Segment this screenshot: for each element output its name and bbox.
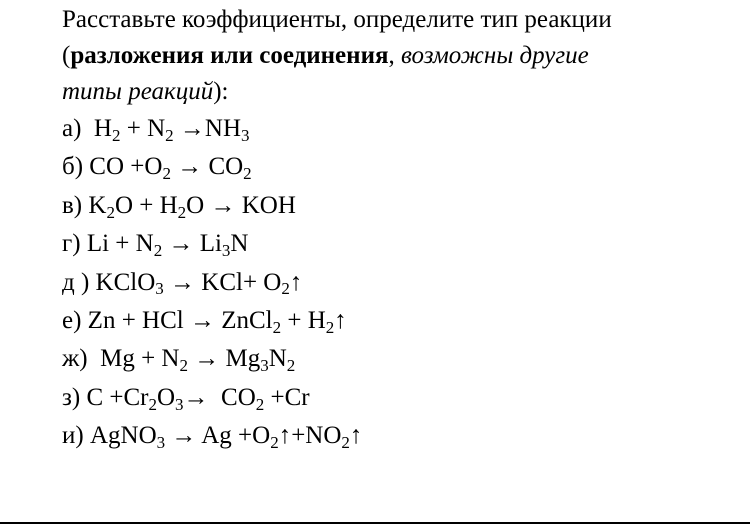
equation-text: ↑: [289, 268, 303, 296]
reaction-types-bold: разложения или соединения: [70, 42, 389, 69]
subscript: 3: [155, 279, 164, 299]
subscript: 2: [286, 356, 296, 376]
equation-text: → CO: [183, 383, 256, 411]
bottom-divider: [0, 522, 750, 524]
equation-text: б) CO +O: [62, 153, 163, 181]
equation-text: +Cr: [264, 383, 310, 411]
equation-text: O + H: [114, 191, 178, 219]
task-instructions: [62, 2, 742, 110]
reaction-equation-v: [62, 187, 742, 225]
reaction-equation-e: [62, 302, 742, 340]
equation-text: → Ag +O: [165, 422, 271, 450]
instruction-line-1: Расставьте коэффициенты, определите тип реакции: [62, 6, 612, 33]
equation-text: в) K: [62, 191, 107, 219]
subscript: 2: [106, 202, 115, 222]
subscript: 3: [260, 356, 269, 376]
other-types-italic-1: возможны другие: [401, 42, 589, 69]
equation-text: ж) Mg + N: [62, 345, 180, 373]
equation-text: → Mg: [187, 345, 261, 373]
equation-text: O → KOH: [186, 191, 296, 219]
open-paren: (: [62, 42, 71, 69]
equation-text: →NH: [173, 115, 241, 142]
close-paren: ):: [213, 78, 229, 105]
subscript: 3: [241, 125, 250, 145]
subscript: 2: [255, 394, 265, 414]
reaction-equation-i: [62, 417, 742, 455]
equation-text: и) AgNO: [62, 422, 157, 450]
subscript: 2: [165, 125, 174, 145]
equation-text: г) Li + N: [62, 230, 154, 258]
equation-text: N: [230, 230, 249, 258]
equation-text: ↑+NO: [278, 422, 342, 450]
subscript: 2: [148, 394, 157, 414]
reaction-equation-b: [62, 148, 742, 186]
equation-text: + N: [120, 115, 166, 142]
comma: ,: [388, 42, 401, 69]
equation-text: N: [268, 345, 287, 373]
subscript: 2: [270, 433, 279, 452]
subscript: 2: [177, 202, 187, 222]
equation-text: ↑: [334, 307, 347, 335]
subscript: 2: [243, 164, 252, 184]
equation-text: → CO: [170, 153, 244, 181]
reaction-list: [62, 110, 742, 456]
subscript: 2: [325, 317, 335, 337]
equation-text: д ) KClO: [62, 268, 156, 296]
equation-text: з) C +Cr: [62, 383, 149, 411]
equation-text: O: [156, 383, 176, 411]
reaction-equation-d: [62, 264, 742, 302]
equation-text: → KCl+ O: [163, 268, 282, 296]
equation-text: → Li: [162, 230, 222, 258]
subscript: 3: [175, 394, 184, 414]
other-types-italic-2: типы реакций: [62, 78, 214, 105]
equation-text: а) H: [62, 115, 112, 142]
reaction-equation-z: [62, 379, 742, 417]
subscript: 2: [153, 240, 163, 260]
subscript: 2: [281, 279, 290, 299]
reaction-equation-zh: [62, 340, 742, 378]
reaction-equation-g: [62, 225, 742, 263]
subscript: 2: [179, 356, 188, 376]
subscript: 2: [162, 164, 171, 184]
equation-text: + H: [281, 307, 326, 335]
subscript: 2: [341, 433, 350, 452]
subscript: 2: [272, 317, 282, 337]
equation-text: е) Zn + HCl → ZnCl: [62, 307, 273, 335]
subscript: 3: [156, 433, 166, 452]
subscript: 2: [111, 125, 121, 145]
subscript: 3: [221, 240, 231, 260]
equation-text: ↑: [349, 422, 363, 450]
document-body: [62, 2, 742, 456]
reaction-equation-a: [62, 110, 742, 148]
